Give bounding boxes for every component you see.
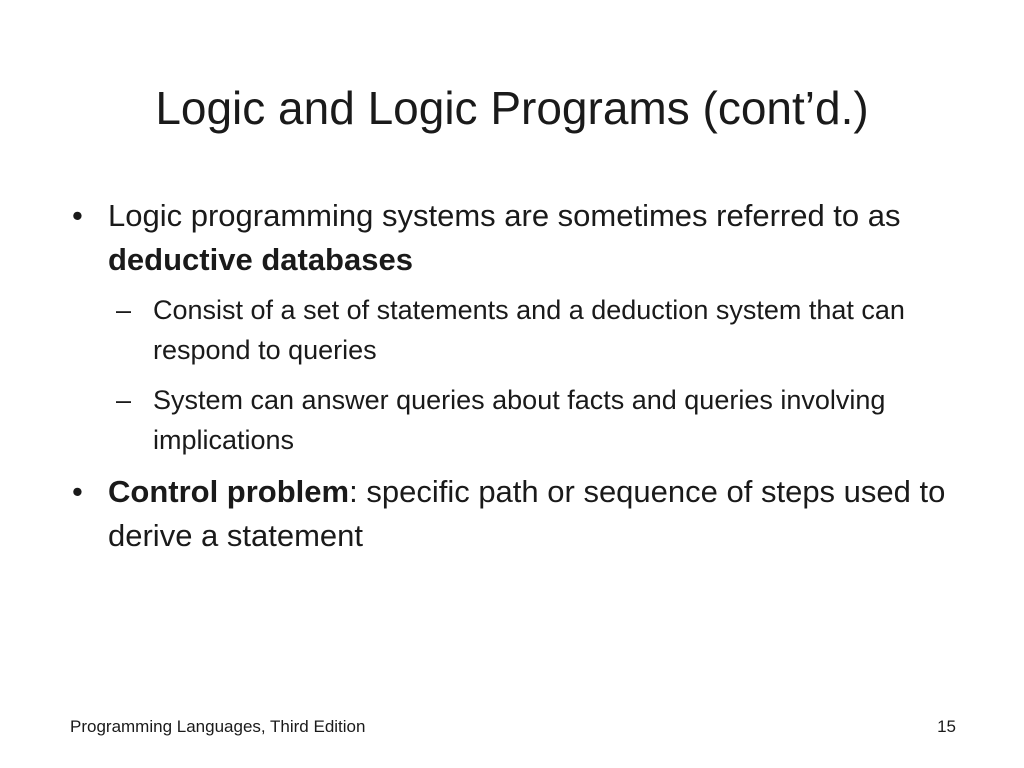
sub-marker: – <box>116 385 132 415</box>
bullet-marker: • <box>72 474 83 509</box>
bullet-text-after: : specific path or sequence of steps used to derive a statement <box>108 474 946 553</box>
slide-title: Logic and Logic Programs (cont’d.) <box>155 82 869 134</box>
page-number: 15 <box>937 717 956 736</box>
sub-item-text: Consist of a set of statements and a deduction system that can respond to queries <box>153 295 905 365</box>
sub-item-queries <box>64 380 964 460</box>
sub-item-statements <box>64 290 964 370</box>
footer-source: Programming Languages, Third Edition <box>70 717 366 736</box>
bullet-item-deductive-databases <box>64 194 964 282</box>
bullet-bold-term: deductive databases <box>108 242 413 277</box>
sub-item-text: System can answer queries about facts and queries involving implications <box>153 385 886 455</box>
bullet-item-control-problem <box>64 470 964 558</box>
bullet-marker: • <box>72 198 83 233</box>
bullet-text: Logic programming systems are sometimes referred to as <box>108 198 901 233</box>
bullet-bold-term: Control problem <box>108 474 350 509</box>
sub-list <box>64 290 964 460</box>
sub-marker: – <box>116 295 132 325</box>
slide-content <box>64 194 964 568</box>
